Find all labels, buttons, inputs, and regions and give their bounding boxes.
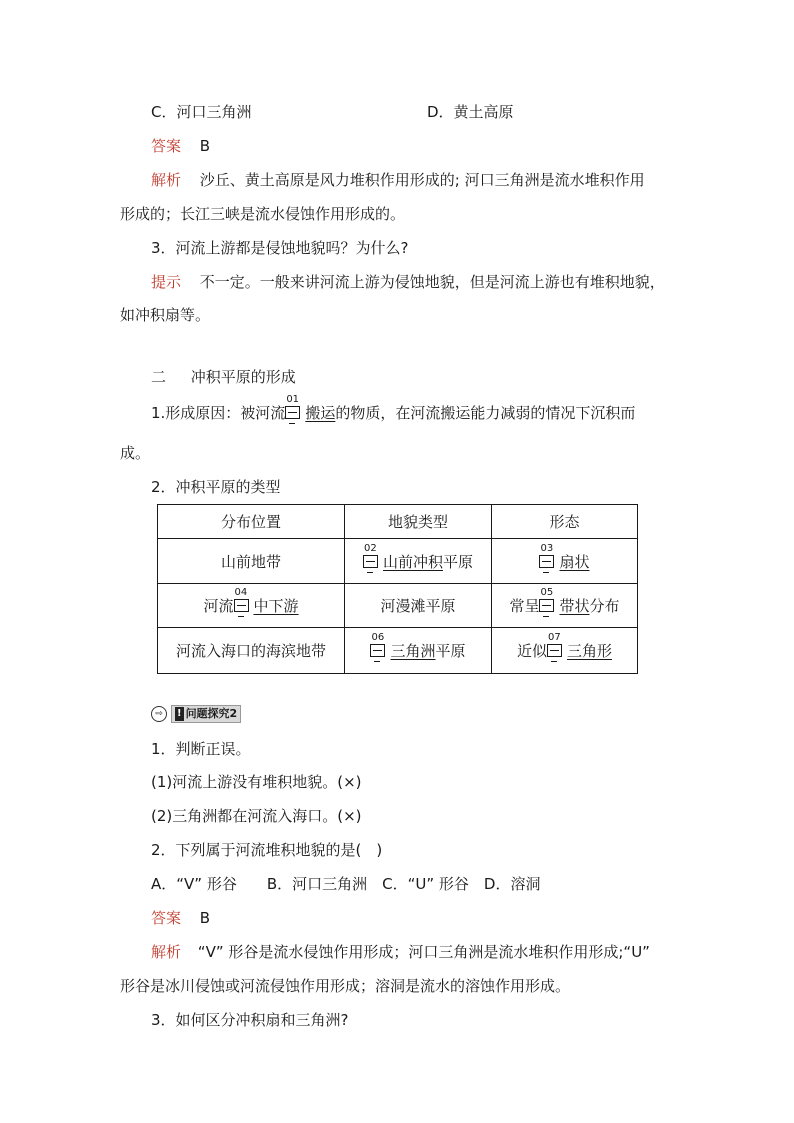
question-3: 3．河流上游都是侵蚀地貌吗？为什么? xyxy=(151,239,409,257)
section-number: 二 xyxy=(151,368,167,386)
option-d: D．黄土高原 xyxy=(427,103,514,121)
hint-line1 xyxy=(151,271,665,292)
judge-item-2: (2)三角洲都在河流入海口。(×) xyxy=(151,807,362,825)
blank-answer: 三角形 xyxy=(567,642,613,660)
blank-answer: 三角洲 xyxy=(390,642,436,660)
blank-box-icon: 07 xyxy=(547,642,565,659)
section-title: 冲积平原的形成 xyxy=(190,368,296,386)
blank-box-icon: 06 xyxy=(370,642,388,659)
table-cell xyxy=(492,584,638,628)
hint-label: 提示 xyxy=(151,273,182,291)
cause-prefix: 1.形成原因：被河流 xyxy=(151,404,286,422)
circled-arrow-icon: ⇨ xyxy=(151,706,167,722)
answer-2 xyxy=(151,907,210,928)
analysis-2-line1 xyxy=(151,941,650,962)
table-header: 地貌类型 xyxy=(345,505,492,539)
analysis-label: 解析 xyxy=(151,171,182,189)
answer-value: B xyxy=(199,909,211,927)
hint-text: 不一定。一般来讲河流上游为侵蚀地貌，但是河流上游也有堆积地貌， xyxy=(199,273,665,291)
blank-answer: 山前冲积 xyxy=(382,552,443,571)
table-header-row xyxy=(158,505,638,539)
answer-1 xyxy=(151,135,210,156)
analysis-2-line2: 形谷是冰川侵蚀或河流侵蚀作用形成；溶洞是流水的溶蚀作用形成。 xyxy=(120,977,571,995)
answer-value: B xyxy=(199,137,211,155)
table-cell xyxy=(492,539,638,584)
table-cell xyxy=(345,539,492,584)
table-cell xyxy=(158,584,345,628)
exclamation-icon: ! xyxy=(177,708,182,719)
cause-suffix: 的物质，在河流搬运能力减弱的情况下沉积而 xyxy=(335,404,636,422)
cell-prefix: 河流 xyxy=(203,597,234,615)
explore-label: 问题探究2 xyxy=(185,707,238,720)
cell-suffix: 分布 xyxy=(589,597,620,615)
analysis-text: “V” 形谷是流水侵蚀作用形成；河口三角洲是流水堆积作用形成;“U” xyxy=(197,943,650,961)
blank-box-icon: 04 xyxy=(234,597,252,614)
cell-suffix: 平原 xyxy=(443,552,474,571)
blank-box-icon: 05 xyxy=(539,597,557,614)
blank-answer: 中下游 xyxy=(253,597,299,615)
explore-badge xyxy=(151,705,241,723)
table-cell: 河流入海口的海滨地带 xyxy=(158,628,345,674)
answer-label: 答案 xyxy=(151,909,182,927)
blank-answer: 带状 xyxy=(559,597,590,615)
question-distinguish: 3．如何区分冲积扇和三角洲? xyxy=(151,1011,349,1029)
cell-prefix: 近似 xyxy=(516,642,547,660)
blank-answer: 搬运 xyxy=(305,404,336,422)
judge-item-1: (1)河流上游没有堆积地貌。(×) xyxy=(151,773,362,791)
cell-prefix: 常呈 xyxy=(509,597,540,615)
table-cell xyxy=(492,628,638,674)
judge-title: 1．判断正误。 xyxy=(151,740,251,758)
blank-box-icon: 01 xyxy=(285,404,303,421)
table-cell: 河漫滩平原 xyxy=(345,584,492,628)
blank-box-icon: 03 xyxy=(539,553,557,570)
formation-cause xyxy=(151,394,636,423)
types-title: 2．冲积平原的类型 xyxy=(151,478,281,496)
table-header: 分布位置 xyxy=(158,505,345,539)
analysis-1-line2: 形成的；长江三峡是流水侵蚀作用形成的。 xyxy=(120,205,406,223)
hint-line2: 如冲积扇等。 xyxy=(120,306,211,324)
analysis-1-line1 xyxy=(151,169,645,190)
plain-types-table xyxy=(157,504,638,674)
table-cell: 山前地带 xyxy=(158,539,345,584)
table-row xyxy=(158,628,638,674)
analysis-text: 沙丘、黄土高原是风力堆积作用形成的; 河口三角洲是流水堆积作用 xyxy=(199,171,645,189)
deposit-question: 2．下列属于河流堆积地貌的是( ) xyxy=(151,841,383,859)
deposit-options: A．“V” 形谷 B．河口三角洲 C．“U” 形谷 D．溶洞 xyxy=(151,875,541,893)
table-cell xyxy=(345,628,492,674)
table-row xyxy=(158,584,638,628)
answer-label: 答案 xyxy=(151,137,182,155)
option-c: C．河口三角洲 xyxy=(151,103,252,121)
table-row xyxy=(158,539,638,584)
section-heading xyxy=(151,366,296,387)
formation-cause-line2: 成。 xyxy=(120,444,151,462)
table-header: 形态 xyxy=(492,505,638,539)
blank-answer: 扇状 xyxy=(559,552,590,571)
cell-suffix: 平原 xyxy=(435,642,466,660)
explore-tag xyxy=(171,705,241,723)
analysis-label: 解析 xyxy=(151,943,182,961)
blank-box-icon: 02 xyxy=(363,553,381,570)
